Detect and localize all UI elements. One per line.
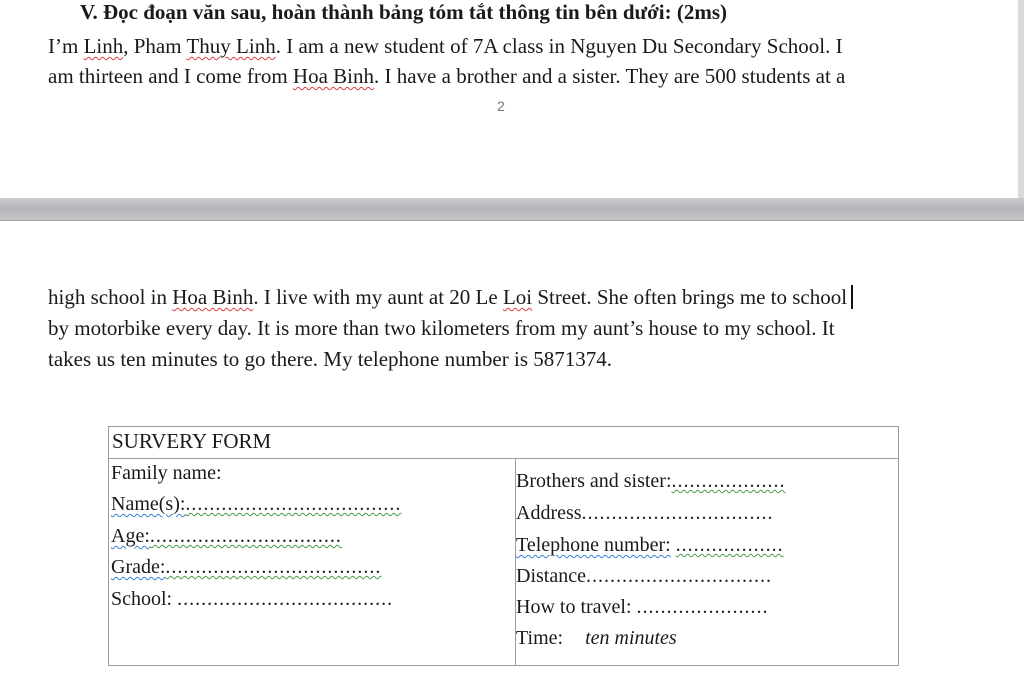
field-value: ten minutes	[585, 627, 677, 649]
text-run: I’m	[48, 34, 84, 58]
fill-in-dots: ....................................	[165, 556, 382, 578]
field-label: Age:	[111, 525, 150, 547]
paragraph-line-2	[48, 64, 845, 88]
paragraph-line-5: takes us ten minutes to go there. My telephone number is 5871374.	[48, 347, 612, 371]
paragraph-line-3	[48, 285, 853, 309]
field-label: Distance	[516, 565, 586, 587]
text-run: Street. She often brings me to school	[532, 285, 848, 309]
text-cursor	[851, 285, 853, 309]
paragraph-line-4: by motorbike every day. It is more than two kilometers from my aunt’s house to my school. It	[48, 316, 835, 340]
spellcheck-word[interactable]: Linh	[83, 34, 124, 58]
page-number: 2	[497, 98, 505, 114]
field-label: Telephone number:	[516, 534, 671, 556]
field-label: Grade:	[111, 556, 166, 578]
spellcheck-word[interactable]: Thuy Linh	[186, 34, 276, 58]
fill-in-dots: ..................	[675, 534, 784, 556]
text-run: . I live with my aunt at 20 Le	[253, 285, 503, 309]
field-names[interactable]	[111, 492, 401, 516]
fill-in-dots: ................................	[581, 502, 774, 524]
exercise-heading: V. Đọc đoạn văn sau, hoàn thành bảng tóm tắt thông tin bên dưới: (2ms)	[80, 0, 727, 24]
paragraph-line-1	[48, 34, 843, 58]
field-label: Name(s):	[111, 493, 186, 515]
page-edge	[1018, 0, 1024, 198]
field-school[interactable]	[111, 587, 393, 611]
text-run: . I am a new student of 7A class in Nguyen Du Secondary School. I	[275, 34, 843, 58]
text-run: . I have a brother and a sister. They are 500 students at a	[373, 64, 846, 88]
field-label: Time:	[516, 627, 564, 649]
spellcheck-word[interactable]: Hoa Binh	[172, 285, 254, 309]
document-page-top	[0, 0, 1024, 198]
field-address[interactable]	[516, 501, 774, 525]
field-label: Family name:	[111, 462, 222, 484]
field-how-to-travel[interactable]	[516, 595, 769, 619]
field-label: School:	[111, 588, 173, 610]
fill-in-dots: ...............................	[585, 565, 772, 587]
field-grade[interactable]	[111, 555, 381, 579]
text-run: high school in	[48, 285, 173, 309]
text-run: , Pham	[123, 34, 187, 58]
fill-in-dots: ....................................	[177, 588, 394, 610]
text-run: am thirteen and I come from	[48, 64, 293, 88]
fill-in-dots: ......................	[636, 596, 769, 618]
field-time[interactable]	[516, 626, 677, 650]
field-distance[interactable]	[516, 564, 772, 588]
field-age[interactable]	[111, 524, 342, 548]
form-title: SURVERY FORM	[109, 427, 898, 459]
fill-in-dots: ....................................	[185, 493, 402, 515]
survey-form-table	[108, 426, 899, 666]
spellcheck-word[interactable]: Loi	[502, 285, 533, 309]
page-break-gap	[0, 198, 1024, 220]
field-family-name[interactable]	[111, 461, 222, 485]
field-label: How to travel:	[516, 596, 632, 618]
field-label: Address	[516, 502, 582, 524]
field-brothers-sister[interactable]	[516, 469, 786, 493]
fill-in-dots: ................................	[149, 525, 342, 547]
field-label: Brothers and sister:	[516, 470, 672, 492]
spellcheck-word[interactable]: Hoa Binh	[292, 64, 374, 88]
fill-in-dots: ...................	[671, 470, 786, 492]
field-telephone[interactable]	[516, 533, 784, 557]
